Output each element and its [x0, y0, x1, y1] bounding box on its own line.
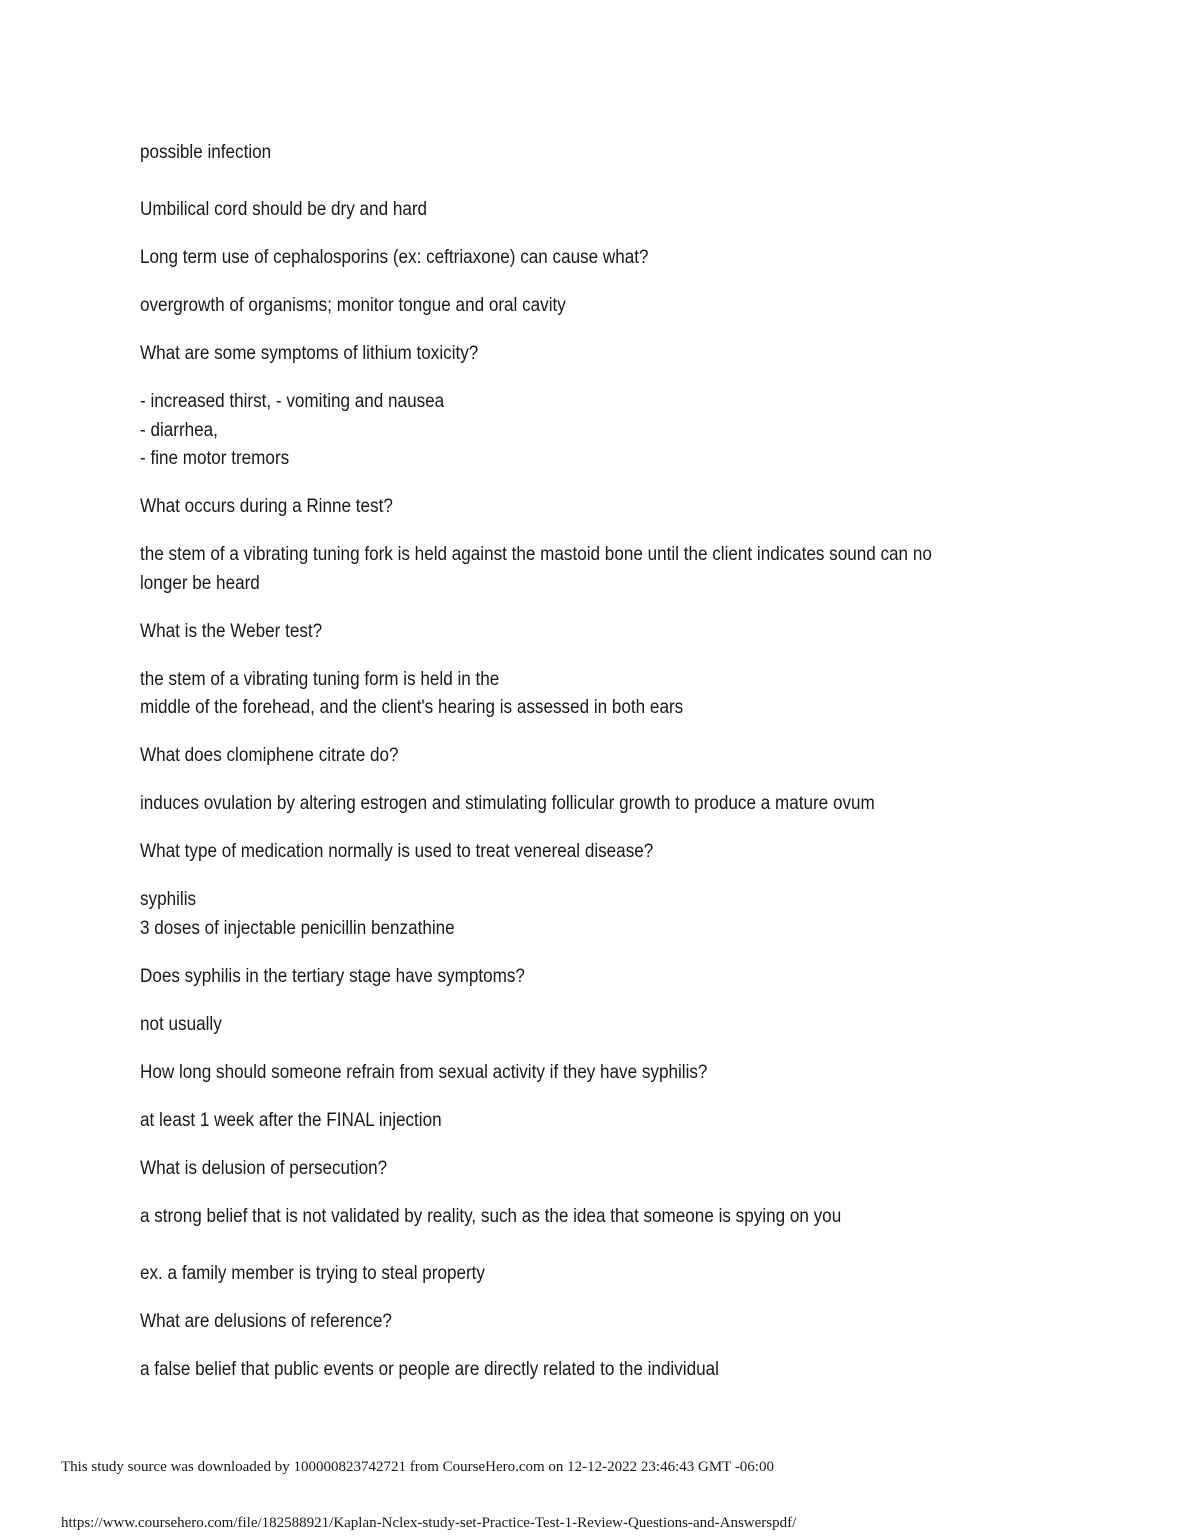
text-line: What does clomiphene citrate do? — [140, 745, 399, 766]
text-line: What type of medication normally is used to treat venereal disease? — [140, 841, 654, 862]
text-line: What are some symptoms of lithium toxicity? — [140, 343, 479, 364]
text-paragraph — [140, 388, 959, 474]
footer-download-notice: This study source was downloaded by 100000823742721 from CourseHero.com on 12-12-2022 23:46:43 GMT -06:00 — [61, 1459, 774, 1475]
document-body — [140, 139, 959, 1404]
text-paragraph — [140, 790, 959, 819]
text-line: How long should someone refrain from sexual activity if they have syphilis? — [140, 1061, 708, 1083]
text-line: - increased thirst, - vomiting and nausea — [140, 391, 445, 412]
text-line: - fine motor tremors — [140, 448, 290, 469]
text-line: ex. a family member is trying to steal property — [140, 1262, 485, 1284]
text-paragraph — [140, 1356, 959, 1385]
text-line: not usually — [140, 1013, 222, 1035]
text-paragraph — [140, 1107, 959, 1136]
text-line: 3 doses of injectable penicillin benzathine — [140, 917, 455, 939]
text-line: What occurs during a Rinne test? — [140, 496, 393, 517]
text-line: What are delusions of reference? — [140, 1310, 392, 1332]
text-paragraph — [140, 1011, 959, 1040]
text-paragraph — [140, 541, 959, 598]
text-paragraph — [140, 196, 959, 225]
text-paragraph — [140, 493, 959, 522]
text-paragraph — [140, 963, 959, 992]
text-paragraph — [140, 1203, 959, 1232]
text-line: a strong belief that is not validated by reality, such as the idea that someone is spying on you — [140, 1205, 842, 1227]
text-line: possible infection — [140, 142, 272, 163]
footer-source-url: https://www.coursehero.com/file/182588921/Kaplan-Nclex-study-set-Practice-Test-1-Review-Questions-and-Answerspdf/ — [61, 1515, 797, 1531]
text-paragraph — [140, 1059, 959, 1088]
text-line: What is the Weber test? — [140, 620, 323, 642]
text-line: What is delusion of persecution? — [140, 1157, 388, 1179]
text-line: the stem of a vibrating tuning form is held in the — [140, 668, 500, 690]
text-line: induces ovulation by altering estrogen and stimulating follicular growth to produce a mature ovum — [140, 793, 875, 814]
text-line: overgrowth of organisms; monitor tongue and oral cavity — [140, 295, 566, 316]
text-line: Does syphilis in the tertiary stage have symptoms? — [140, 965, 525, 987]
text-line: syphilis — [140, 889, 197, 910]
text-paragraph — [140, 1308, 959, 1337]
text-line: - diarrhea, — [140, 419, 218, 441]
text-paragraph — [140, 139, 959, 168]
text-paragraph — [140, 886, 959, 943]
text-paragraph — [140, 340, 959, 369]
text-line: the stem of a vibrating tuning fork is held against the mastoid bone until the client indicates sound can no longer be heard — [140, 544, 932, 594]
text-paragraph — [140, 292, 959, 321]
text-line: at least 1 week after the FINAL injection — [140, 1109, 442, 1131]
text-paragraph — [140, 1155, 959, 1184]
text-paragraph — [140, 618, 959, 647]
text-paragraph — [140, 1260, 959, 1289]
text-paragraph — [140, 244, 959, 273]
text-line: Long term use of cephalosporins (ex: ceftriaxone) can cause what? — [140, 247, 649, 268]
text-paragraph — [140, 742, 959, 771]
text-line: middle of the forehead, and the client's hearing is assessed in both ears — [140, 697, 684, 718]
text-line: Umbilical cord should be dry and hard — [140, 199, 428, 220]
text-paragraph — [140, 838, 959, 867]
text-paragraph — [140, 666, 959, 723]
text-line: a false belief that public events or people are directly related to the individual — [140, 1358, 719, 1380]
